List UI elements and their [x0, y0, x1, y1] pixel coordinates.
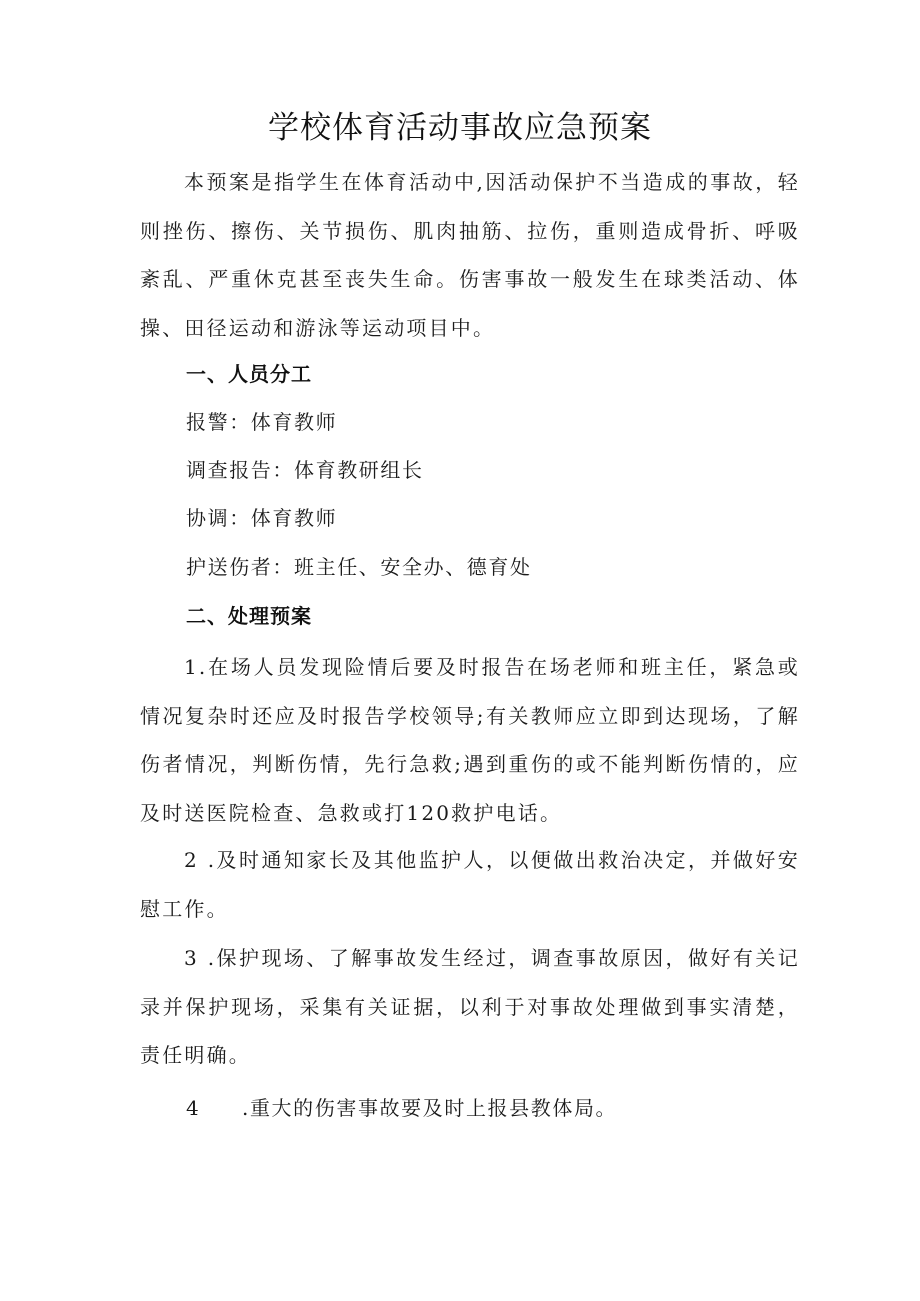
staff-role-escort: 护送伤者：班主任、安全办、德育处 [186, 555, 532, 579]
document-title: 学校体育活动事故应急预案 [268, 110, 652, 146]
procedure-item-4-text: .重大的伤害事故要及时上报县教体局。 [242, 1096, 618, 1120]
staff-role-alarm: 报警：体育教师 [186, 410, 338, 434]
intro-paragraph: 本预案是指学生在体育活动中,因活动保护不当造成的事故，轻则挫伤、擦伤、关节损伤、肌肉抽筋、拉伤，重则造成骨折、呼吸紊乱、严重休克甚至丧失生命。伤害事故一般发生在球类活动、体操、田径运动和游泳等运动项目中。 [140, 170, 800, 340]
staff-role-coordination: 协调：体育教师 [186, 506, 338, 530]
procedure-item-4 [186, 1088, 806, 1128]
procedure-item-3: 3 .保护现场、了解事故发生经过，调查事故原因，做好有关记录并保护现场，采集有关证据，以利于对事故处理做到事实清楚，责任明确。 [140, 946, 800, 1067]
section1-heading: 一、人员分工 [186, 362, 312, 386]
procedure-item-2: 2 .及时通知家长及其他监护人，以便做出救治决定，并做好安慰工作。 [140, 848, 800, 921]
procedure-item-4-number: 4 [186, 1096, 201, 1120]
procedure-item-1: 1.在场人员发现险情后要及时报告在场老师和班主任，紧急或情况复杂时还应及时报告学校领导;有关教师应立即到达现场，了解伤者情况，判断伤情，先行急救;遇到重伤的或不能判断伤情的，应及时送医院检查、急救或打120救护电话。 [140, 655, 800, 825]
staff-role-investigation: 调查报告：体育教研组长 [186, 458, 424, 482]
section2-heading: 二、处理预案 [186, 604, 312, 628]
